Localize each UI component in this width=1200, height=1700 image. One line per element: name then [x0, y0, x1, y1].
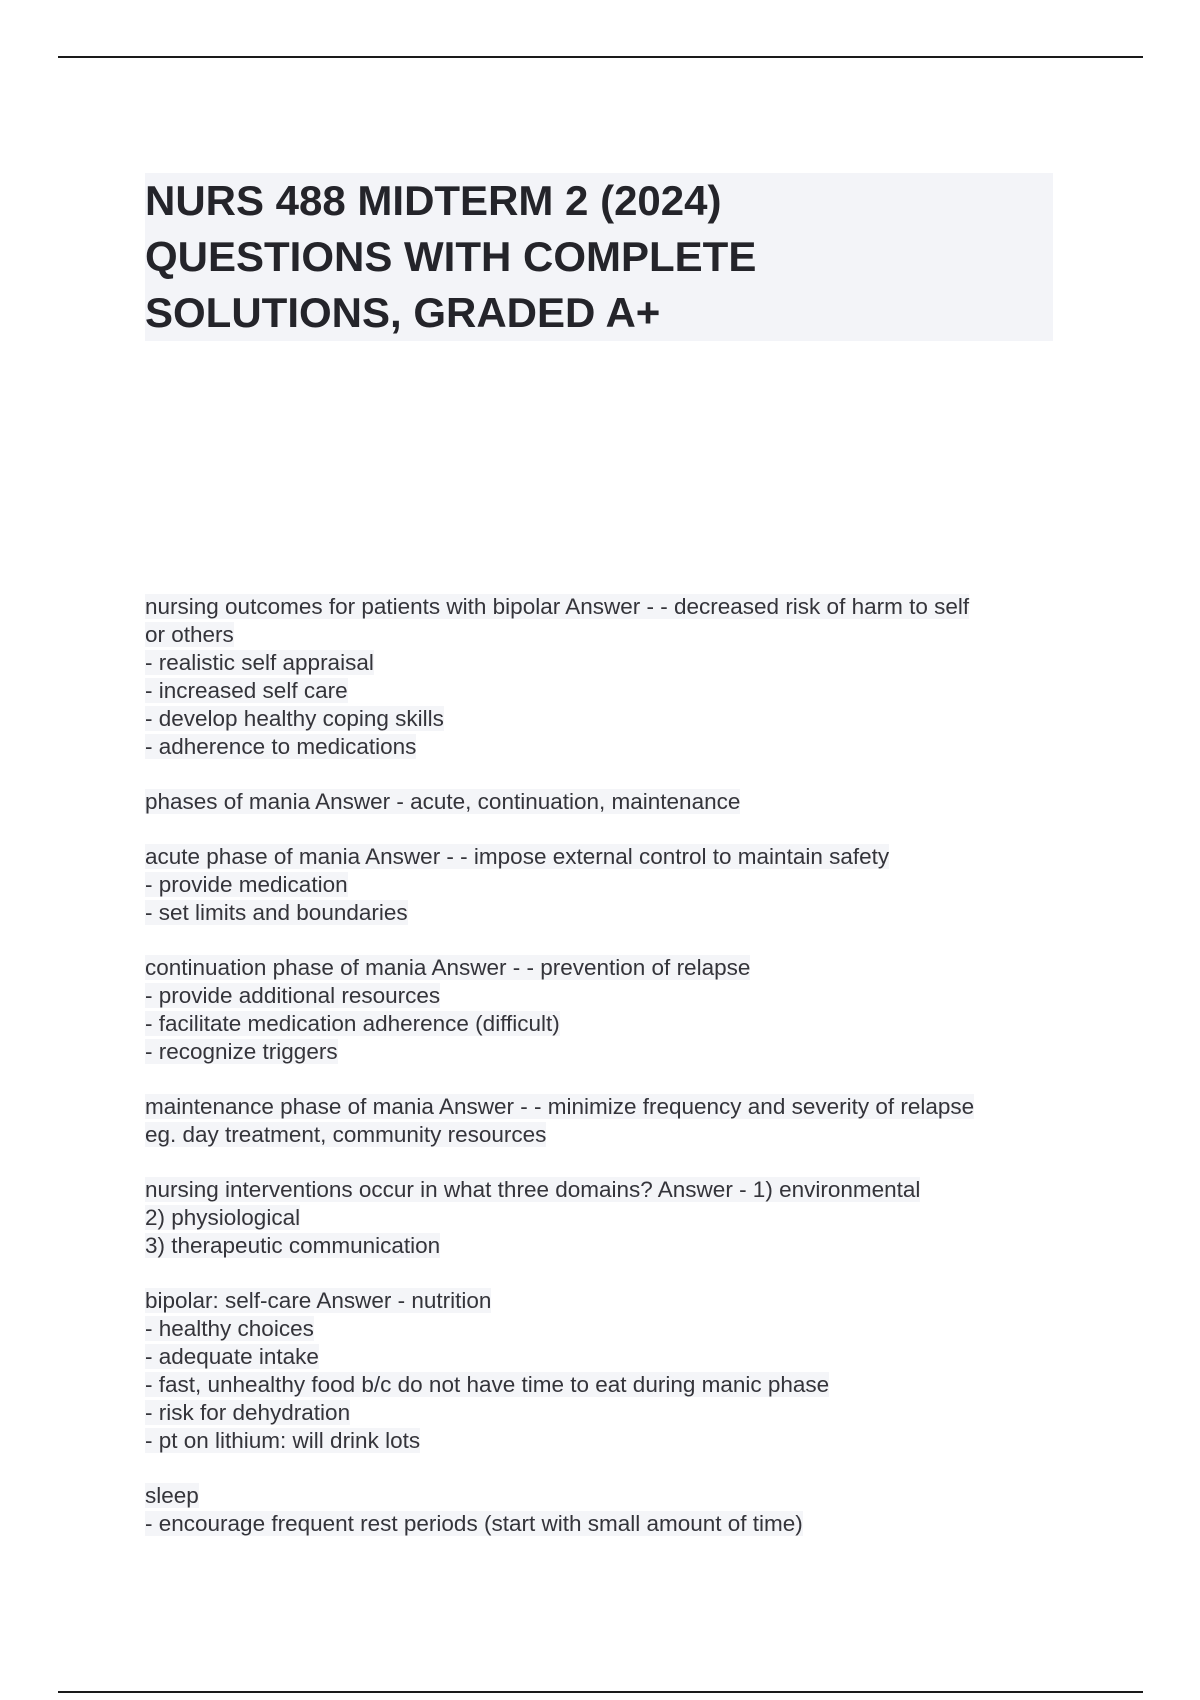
text-line: 3) therapeutic communication — [145, 1233, 441, 1258]
qa-item-phases-of-mania — [145, 788, 1075, 816]
text-line: continuation phase of mania Answer - - prevention of relapse — [145, 955, 751, 980]
text-line: bipolar: self-care Answer - nutrition — [145, 1288, 492, 1313]
qa-item-sleep — [145, 1482, 1075, 1538]
title-line: QUESTIONS WITH COMPLETE — [145, 233, 757, 280]
text-line: - realistic self appraisal — [145, 650, 374, 675]
text-line: - facilitate medication adherence (difficult) — [145, 1011, 560, 1036]
text-line: - healthy choices — [145, 1316, 314, 1341]
text-line: - pt on lithium: will drink lots — [145, 1428, 421, 1453]
document-title — [145, 173, 1053, 341]
text-line: eg. day treatment, community resources — [145, 1122, 547, 1147]
text-line: maintenance phase of mania Answer - - minimize frequency and severity of relapse — [145, 1094, 975, 1119]
text-line: 2) physiological — [145, 1205, 301, 1230]
qa-item-intervention-domains — [145, 1176, 1075, 1260]
bottom-rule — [58, 1691, 1143, 1693]
title-line: SOLUTIONS, GRADED A+ — [145, 289, 661, 336]
text-line: - adherence to medications — [145, 734, 417, 759]
text-line: sleep — [145, 1483, 199, 1508]
text-line: - develop healthy coping skills — [145, 706, 444, 731]
text-line: - recognize triggers — [145, 1039, 338, 1064]
top-rule — [58, 56, 1143, 58]
qa-item-maintenance-phase — [145, 1093, 1075, 1149]
text-line: - provide additional resources — [145, 983, 441, 1008]
text-line: - increased self care — [145, 678, 348, 703]
text-line: or others — [145, 622, 234, 647]
title-line: NURS 488 MIDTERM 2 (2024) — [145, 177, 722, 224]
text-line: acute phase of mania Answer - - impose external control to maintain safety — [145, 844, 890, 869]
qa-item-continuation-phase — [145, 954, 1075, 1066]
text-line: - provide medication — [145, 872, 348, 897]
qa-content — [145, 593, 1075, 1565]
text-line: nursing interventions occur in what three domains? Answer - 1) environmental — [145, 1177, 921, 1202]
qa-item-bipolar-outcomes — [145, 593, 1075, 761]
text-line: - encourage frequent rest periods (start with small amount of time) — [145, 1511, 803, 1536]
text-line: phases of mania Answer - acute, continuation, maintenance — [145, 789, 741, 814]
qa-item-acute-phase — [145, 843, 1075, 927]
text-line: - adequate intake — [145, 1344, 319, 1369]
text-line: - risk for dehydration — [145, 1400, 351, 1425]
text-line: nursing outcomes for patients with bipolar Answer - - decreased risk of harm to self — [145, 594, 970, 619]
text-line: - fast, unhealthy food b/c do not have time to eat during manic phase — [145, 1372, 830, 1397]
text-line: - set limits and boundaries — [145, 900, 408, 925]
qa-item-bipolar-self-care — [145, 1287, 1075, 1455]
